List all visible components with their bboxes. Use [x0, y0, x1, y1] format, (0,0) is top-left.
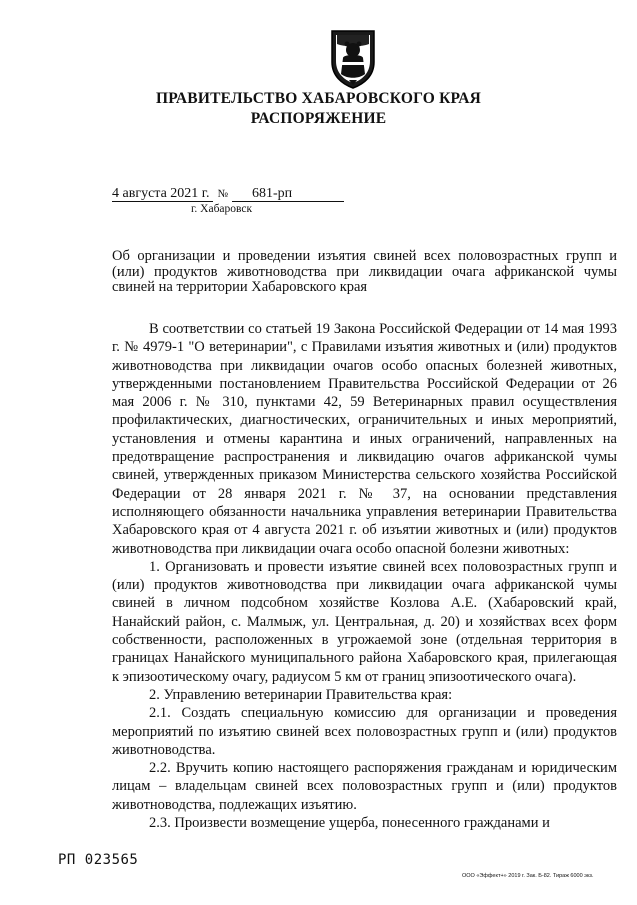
body-paragraph: 2.3. Произвести возмещение ущерба, понесенного гражданами и	[149, 815, 550, 832]
body-paragraph: В соответствии со статьей 19 Закона Российской Федерации от 14 мая 1993 г. № 4979-1 "О ветеринарии", с Правилами изъятия животных и (или) продуктов животноводства при ликвидации очагов особо опасных болезней животных, утвержденными постановлением Правительства Российской Федерации от 26 мая 2006 г. № 310, пунктами 42, 59 Ветеринарных правил осуществления профилактических, диагностических, ограничительных и иных мероприятий, установления и отмены карантина и иных ограничений, направленных на предотвращение распространения и ликвидацию очагов африканской чумы свиней, утвержденных приказом Министерства сельского хозяйства Российской Федерации от 28 января 2021 г. № 37, на основании представления исполняющего обязанности начальника управления ветеринарии Правительства Хабаровского края от 4 августа 2021 г. об изъятии животных и (или) продуктов животноводства при ликвидации очага особо опасной болезни животных:	[112, 321, 617, 557]
document-number: 681-рп	[232, 187, 344, 202]
number-label: №	[217, 188, 228, 200]
document-date: 4 августа 2021 г.	[112, 187, 213, 202]
body-paragraph: 1. Организовать и провести изъятие свиней всех половозрастных групп и (или) продуктов животноводства при ликвидации очага африканской чумы свиней в личном подсобном хозяйстве Козлова А.Е. (Хабаровский край, Нанайский район, с. Малмыж, ул. Центральная, д. 20) и хозяйствах всех форм собственности, расположенных в угрожаемой зоне (отдельная территория в границах Нанайского муниципального района Хабаровского края, прилегающая к эпизоотическому очагу, радиусом 5 км от границ эпизоотического очага).	[112, 558, 617, 685]
form-serial-number: РП 023565	[58, 852, 139, 868]
body-paragraph: 2.2. Вручить копию настоящего распоряжения гражданам и юридическим лицам – владельцам свиней всех половозрастных групп и (или) продуктов животноводства, подлежащих изъятию.	[112, 760, 617, 813]
body-paragraph: 2.1. Создать специальную комиссию для организации и проведения мероприятий по изъятию свиней всех половозрастных групп и (или) продуктов животноводства.	[112, 705, 617, 758]
document-city: г. Хабаровск	[191, 203, 253, 215]
bear-coat-of-arms-icon	[327, 28, 379, 90]
body-paragraph: 2. Управлению ветеринарии Правительства края:	[149, 686, 453, 703]
document-body	[112, 320, 617, 832]
dateline	[112, 186, 344, 202]
government-title: ПРАВИТЕЛЬСТВО ХАБАРОВСКОГО КРАЯ	[155, 90, 482, 107]
document-type-title: РАСПОРЯЖЕНИЕ	[250, 110, 387, 127]
printer-imprint: ООО «Эффект+» 2019 г. Зак. Б-82. Тираж 6000 экз.	[462, 873, 594, 879]
document-subject: Об организации и проведении изъятия свиней всех половозрастных групп и (или) продуктов животноводства при ликвидации очага африканской чумы свиней на территории Хабаровского края	[112, 248, 617, 295]
